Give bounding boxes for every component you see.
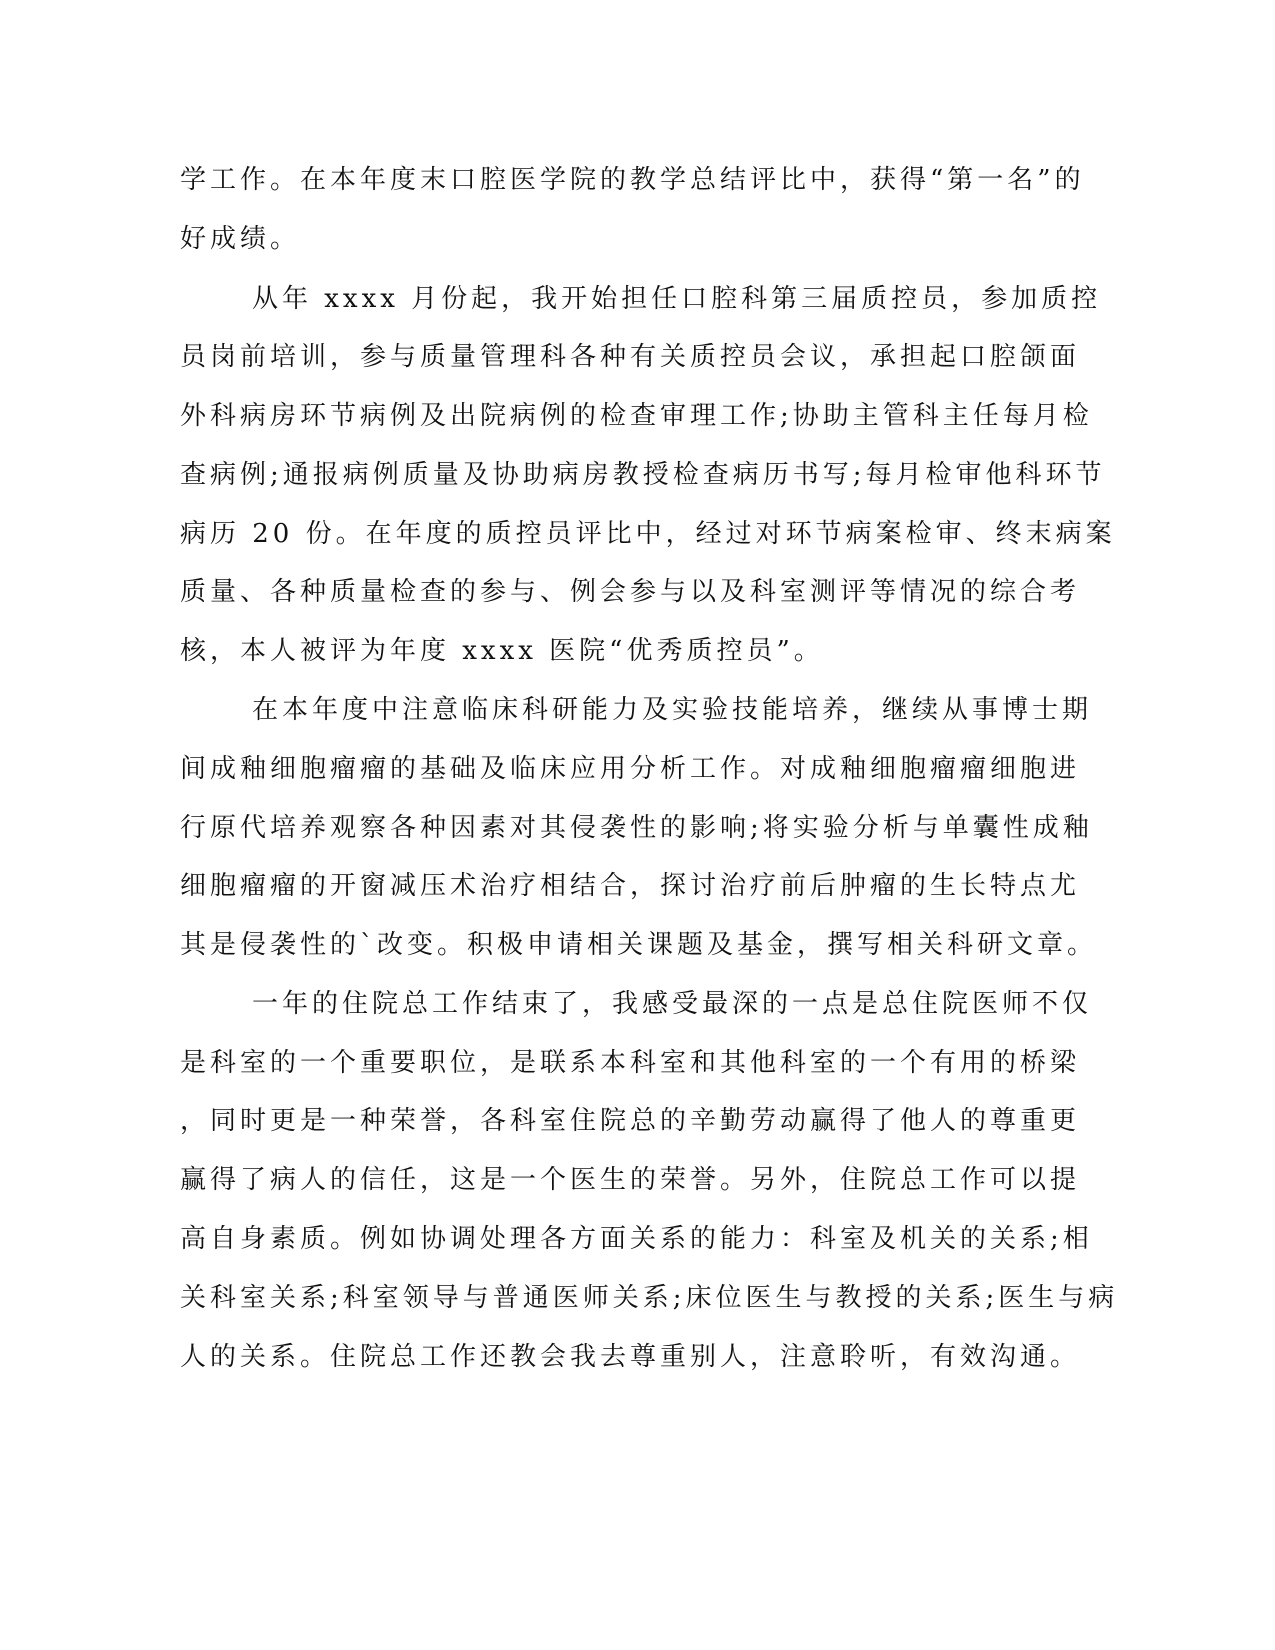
text-line-19: 高自身素质。例如协调处理各方面关系的能力：科室及机关的关系;相 xyxy=(180,1224,1093,1254)
text-line-4: 员岗前培训，参与质量管理科各种有关质控员会议，承担起口腔颌面 xyxy=(180,342,1081,372)
text-line-21: 人的关系。住院总工作还教会我去尊重别人，注意聆听，有效沟通。 xyxy=(180,1342,1081,1372)
text-line-3: 从年 xxxx 月份起，我开始担任口腔科第三届质控员，参加质控 xyxy=(252,284,1102,314)
text-line-7: 病历 20 份。在年度的质控员评比中，经过对环节病案检审、终末病案 xyxy=(180,519,1116,549)
text-line-5: 外科病房环节病例及出院病例的检查审理工作;协助主管科主任每月检 xyxy=(180,401,1093,431)
text-line-17: ，同时更是一种荣誉，各科室住院总的辛勤劳动赢得了他人的尊重更 xyxy=(180,1106,1081,1136)
text-line-8: 质量、各种质量检查的参与、例会参与以及科室测评等情况的综合考 xyxy=(180,577,1081,607)
text-line-12: 行原代培养观察各种因素对其侵袭性的影响;将实验分析与单囊性成釉 xyxy=(180,813,1093,843)
text-line-1: 学工作。在本年度末口腔医学院的教学总结评比中，获得“第一名”的 xyxy=(180,165,1085,195)
text-line-20: 关科室关系;科室领导与普通医师关系;床位医生与教授的关系;医生与病 xyxy=(180,1283,1119,1313)
text-line-18: 赢得了病人的信任，这是一个医生的荣誉。另外，住院总工作可以提 xyxy=(180,1165,1081,1195)
text-line-13: 细胞瘤瘤的开窗减压术治疗相结合，探讨治疗前后肿瘤的生长特点尤 xyxy=(180,871,1081,901)
text-line-10: 在本年度中注意临床科研能力及实验技能培养，继续从事博士期 xyxy=(252,695,1093,725)
text-line-14: 其是侵袭性的`改变。积极申请相关课题及基金，撰写相关科研文章。 xyxy=(180,930,1098,960)
text-line-6: 查病例;通报病例质量及协助病房教授检查病历书写;每月检审他科环节 xyxy=(180,460,1106,490)
text-line-2: 好成绩。 xyxy=(180,224,301,254)
text-line-11: 间成釉细胞瘤瘤的基础及临床应用分析工作。对成釉细胞瘤瘤细胞进 xyxy=(180,754,1081,784)
text-line-9: 核，本人被评为年度 xxxx 医院“优秀质控员”。 xyxy=(180,636,824,666)
text-line-15: 一年的住院总工作结束了，我感受最深的一点是总住院医师不仅 xyxy=(252,989,1093,1019)
text-line-16: 是科室的一个重要职位，是联系本科室和其他科室的一个有用的桥梁 xyxy=(180,1048,1081,1078)
